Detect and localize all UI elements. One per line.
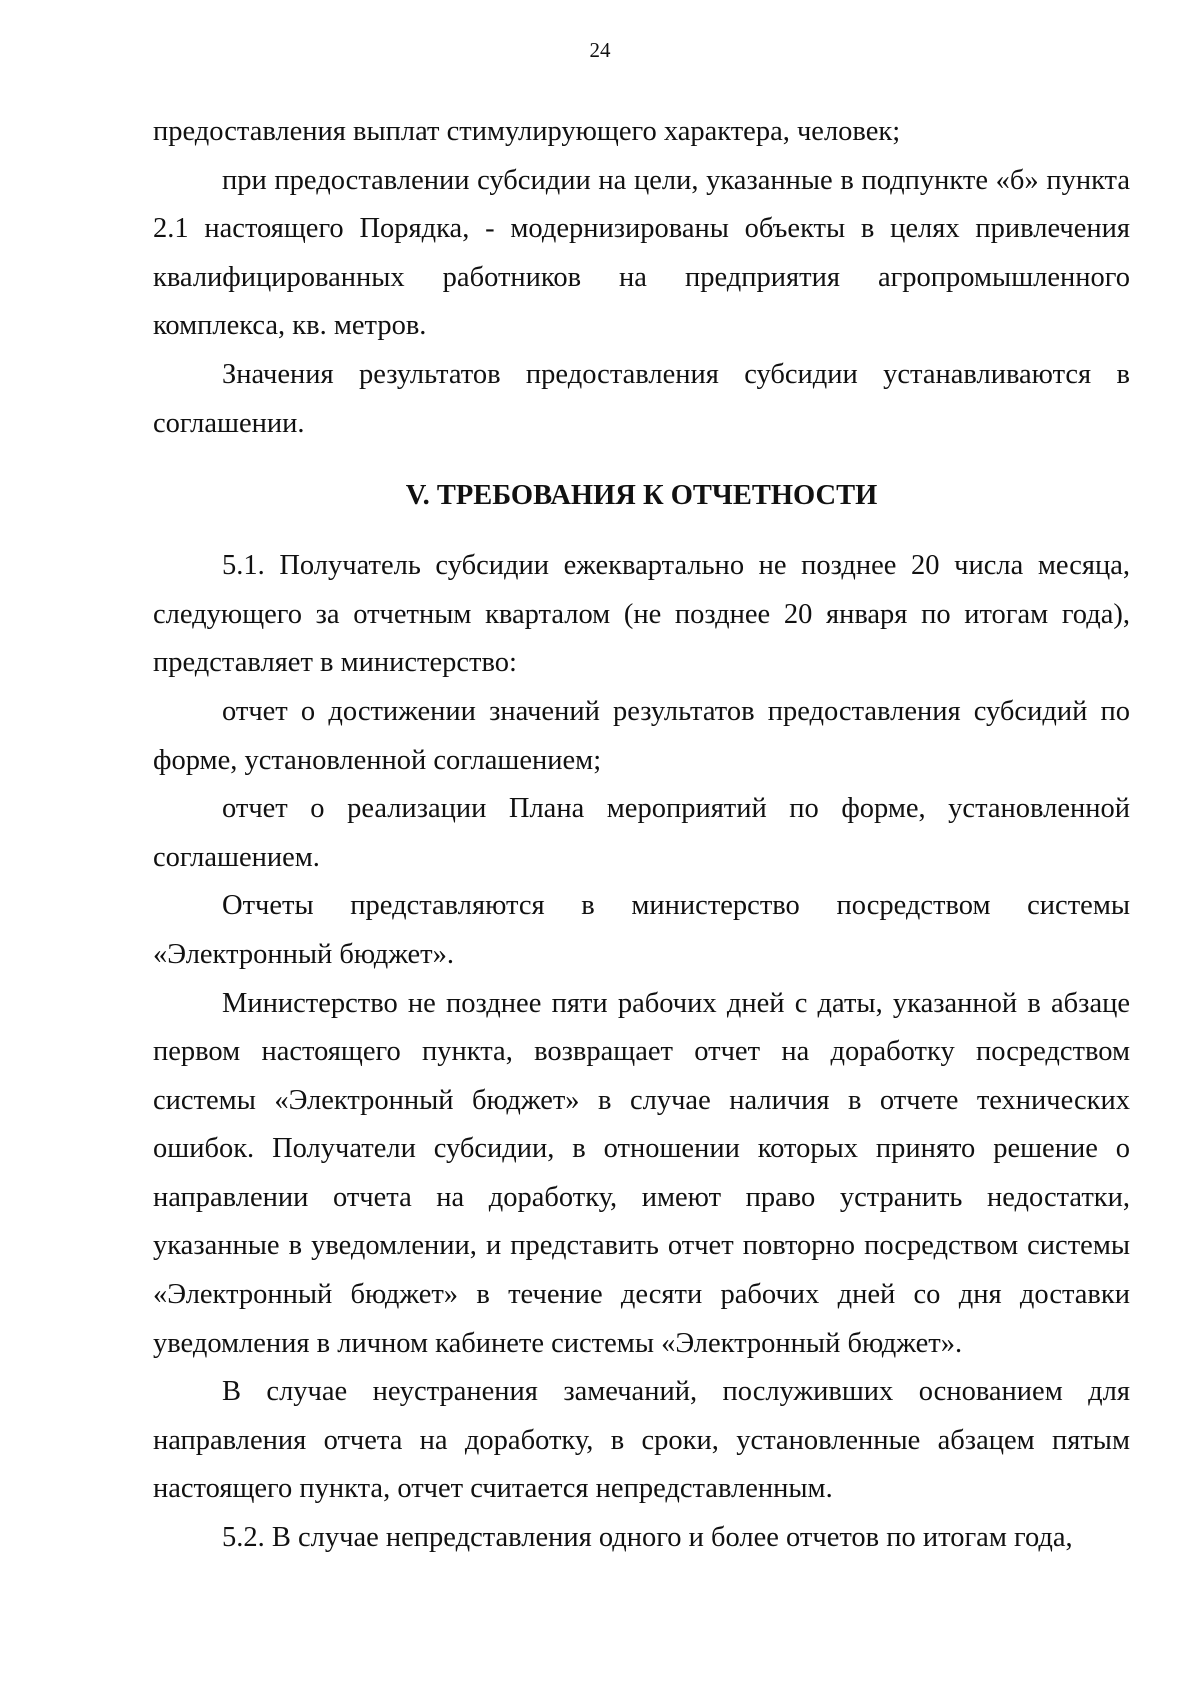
- paragraph-ministry-return: Министерство не позднее пяти рабочих дней с даты, указанной в абзаце первом настоящего пункта, возвращает отчет на доработку посредством системы «Электронный бюджет» в случае наличия в отчете технических ошибок. Получатели субсидии, в отношении которых принято решение о направлении отчета на доработку, имеют право устранить недостатки, указанные в уведомлении, и представить отчет повторно посредством системы «Электронный бюджет» в течение десяти рабочих дней со дня доставки уведомления в личном кабинете системы «Электронный бюджет».: [153, 987, 1130, 1359]
- paragraph-result-values: Значения результатов предоставления субсидии устанавливаются в соглашении.: [153, 358, 1130, 439]
- paragraph-5-2: 5.2. В случае непредставления одного и более отчетов по итогам года,: [222, 1522, 1073, 1554]
- paragraph-reports-system: Отчеты представляются в министерство посредством системы «Электронный бюджет».: [153, 890, 1130, 970]
- paragraph-5-1: 5.1. Получатель субсидии ежеквартально не позднее 20 числа месяца, следующего за отчетным кварталом (не позднее 20 января по итогам года), представляет в министерство:: [153, 550, 1130, 679]
- document-body: [153, 108, 1130, 1563]
- paragraph-report-results: отчет о достижении значений результатов предоставления субсидий по форме, установленной соглашением;: [153, 695, 1130, 776]
- paragraph-subsidy-purpose: при предоставлении субсидии на цели, указанные в подпункте «б» пункта 2.1 настоящего Порядка, - модернизированы объекты в целях привлечения квалифицированных работников на предприятия агропромышленного комплекса, кв. метров.: [153, 164, 1130, 342]
- paragraph-non-correction: В случае неустранения замечаний, послуживших основанием для направления отчета на доработку, в сроки, установленные абзацем пятым настоящего пункта, отчет считается непредставленным.: [153, 1376, 1130, 1505]
- page-number: 24: [589, 38, 611, 62]
- section-heading: V. ТРЕБОВАНИЯ К ОТЧЕТНОСТИ: [405, 480, 878, 512]
- paragraph-continuation: предоставления выплат стимулирующего характера, человек;: [153, 116, 901, 147]
- paragraph-report-plan: отчет о реализации Плана мероприятий по форме, установленной соглашением.: [153, 793, 1130, 873]
